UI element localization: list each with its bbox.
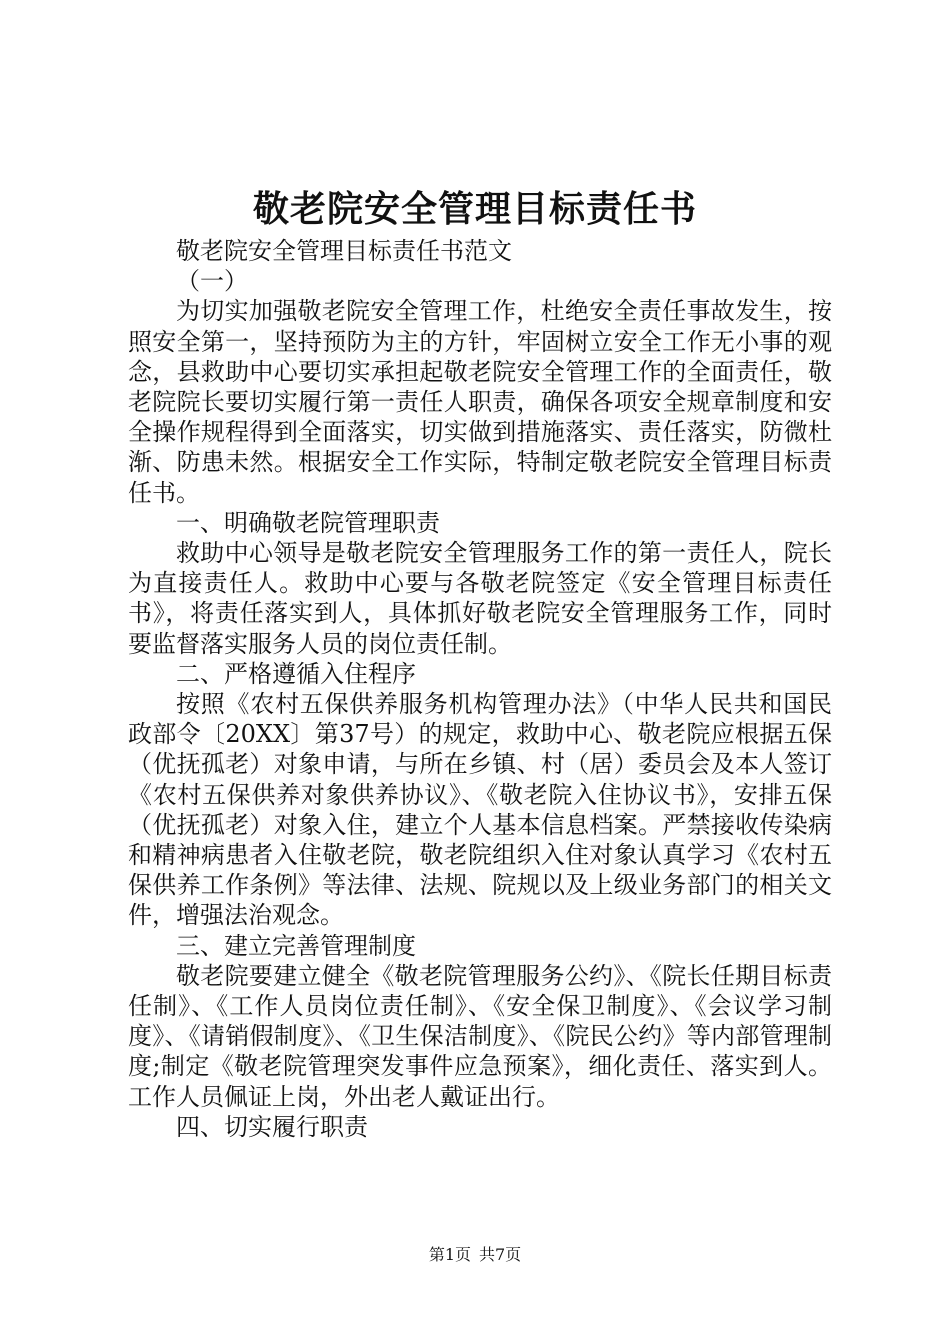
paragraph-section-3: 敬老院要建立健全《敬老院管理服务公约》、《院长任期目标责任制》、《工作人员岗位责任制》、《安全保卫制度》、《会议学习制度》、《请销假制度》、《卫生保洁制度》、《院民公约》等内部管理制度;制定《敬老院管理突发事件应急预案》，细化责任、落实到人。工作人员佩证上岗，外出老人戴证出行。 (128, 961, 832, 1111)
document-body (128, 236, 832, 1142)
paragraph-subtitle: 敬老院安全管理目标责任书范文 (176, 237, 512, 265)
document-title: 敬老院安全管理目标责任书 (252, 188, 697, 230)
paragraph-section-1: 救助中心领导是敬老院安全管理服务工作的第一责任人，院长为直接责任人。救助中心要与各敬老院签定《安全管理目标责任书》，将责任落实到人，具体抓好敬老院安全管理服务工作，同时要监督落实服务人员的岗位责任制。 (128, 539, 832, 658)
heading-section-1: 一、明确敬老院管理职责 (176, 508, 440, 537)
paragraph-intro: 为切实加强敬老院安全管理工作，杜绝安全责任事故发生，按照安全第一，坚持预防为主的方针，牢固树立安全工作无小事的观念，县救助中心要切实承担起敬老院安全管理工作的全面责任，敬老院院长要切实履行第一责任人职责，确保各项安全规章制度和安全操作规程得到全面落实，切实做到措施落实、责任落实，防微杜渐、防患未然。根据安全工作实际，特制定敬老院安全管理目标责任书。 (128, 297, 832, 507)
page-number: 第1页 (428, 1245, 471, 1264)
heading-section-2: 二、严格遵循入住程序 (176, 659, 416, 688)
heading-section-3: 三、建立完善管理制度 (176, 931, 416, 960)
page-footer (0, 1244, 950, 1266)
paragraph-section-marker: （一） (176, 267, 248, 296)
paragraph-section-2: 按照《农村五保供养服务机构管理办法》（中华人民共和国民政部令〔20XX〕第37号）的规定，救助中心、敬老院应根据五保（优抚孤老）对象申请，与所在乡镇、村（居）委员会及本人签订《农村五保供养对象供养协议》、《敬老院入住协议书》，安排五保（优抚孤老）对象入住，建立个人基本信息档案。严禁接收传染病和精神病患者入住敬老院，敬老院组织入住对象认真学习《农村五保供养工作条例》等法律、法规、院规以及上级业务部门的相关文件，增强法治观念。 (128, 690, 832, 930)
heading-section-4: 四、切实履行职责 (176, 1112, 368, 1141)
page-total: 共7页 (479, 1245, 522, 1264)
